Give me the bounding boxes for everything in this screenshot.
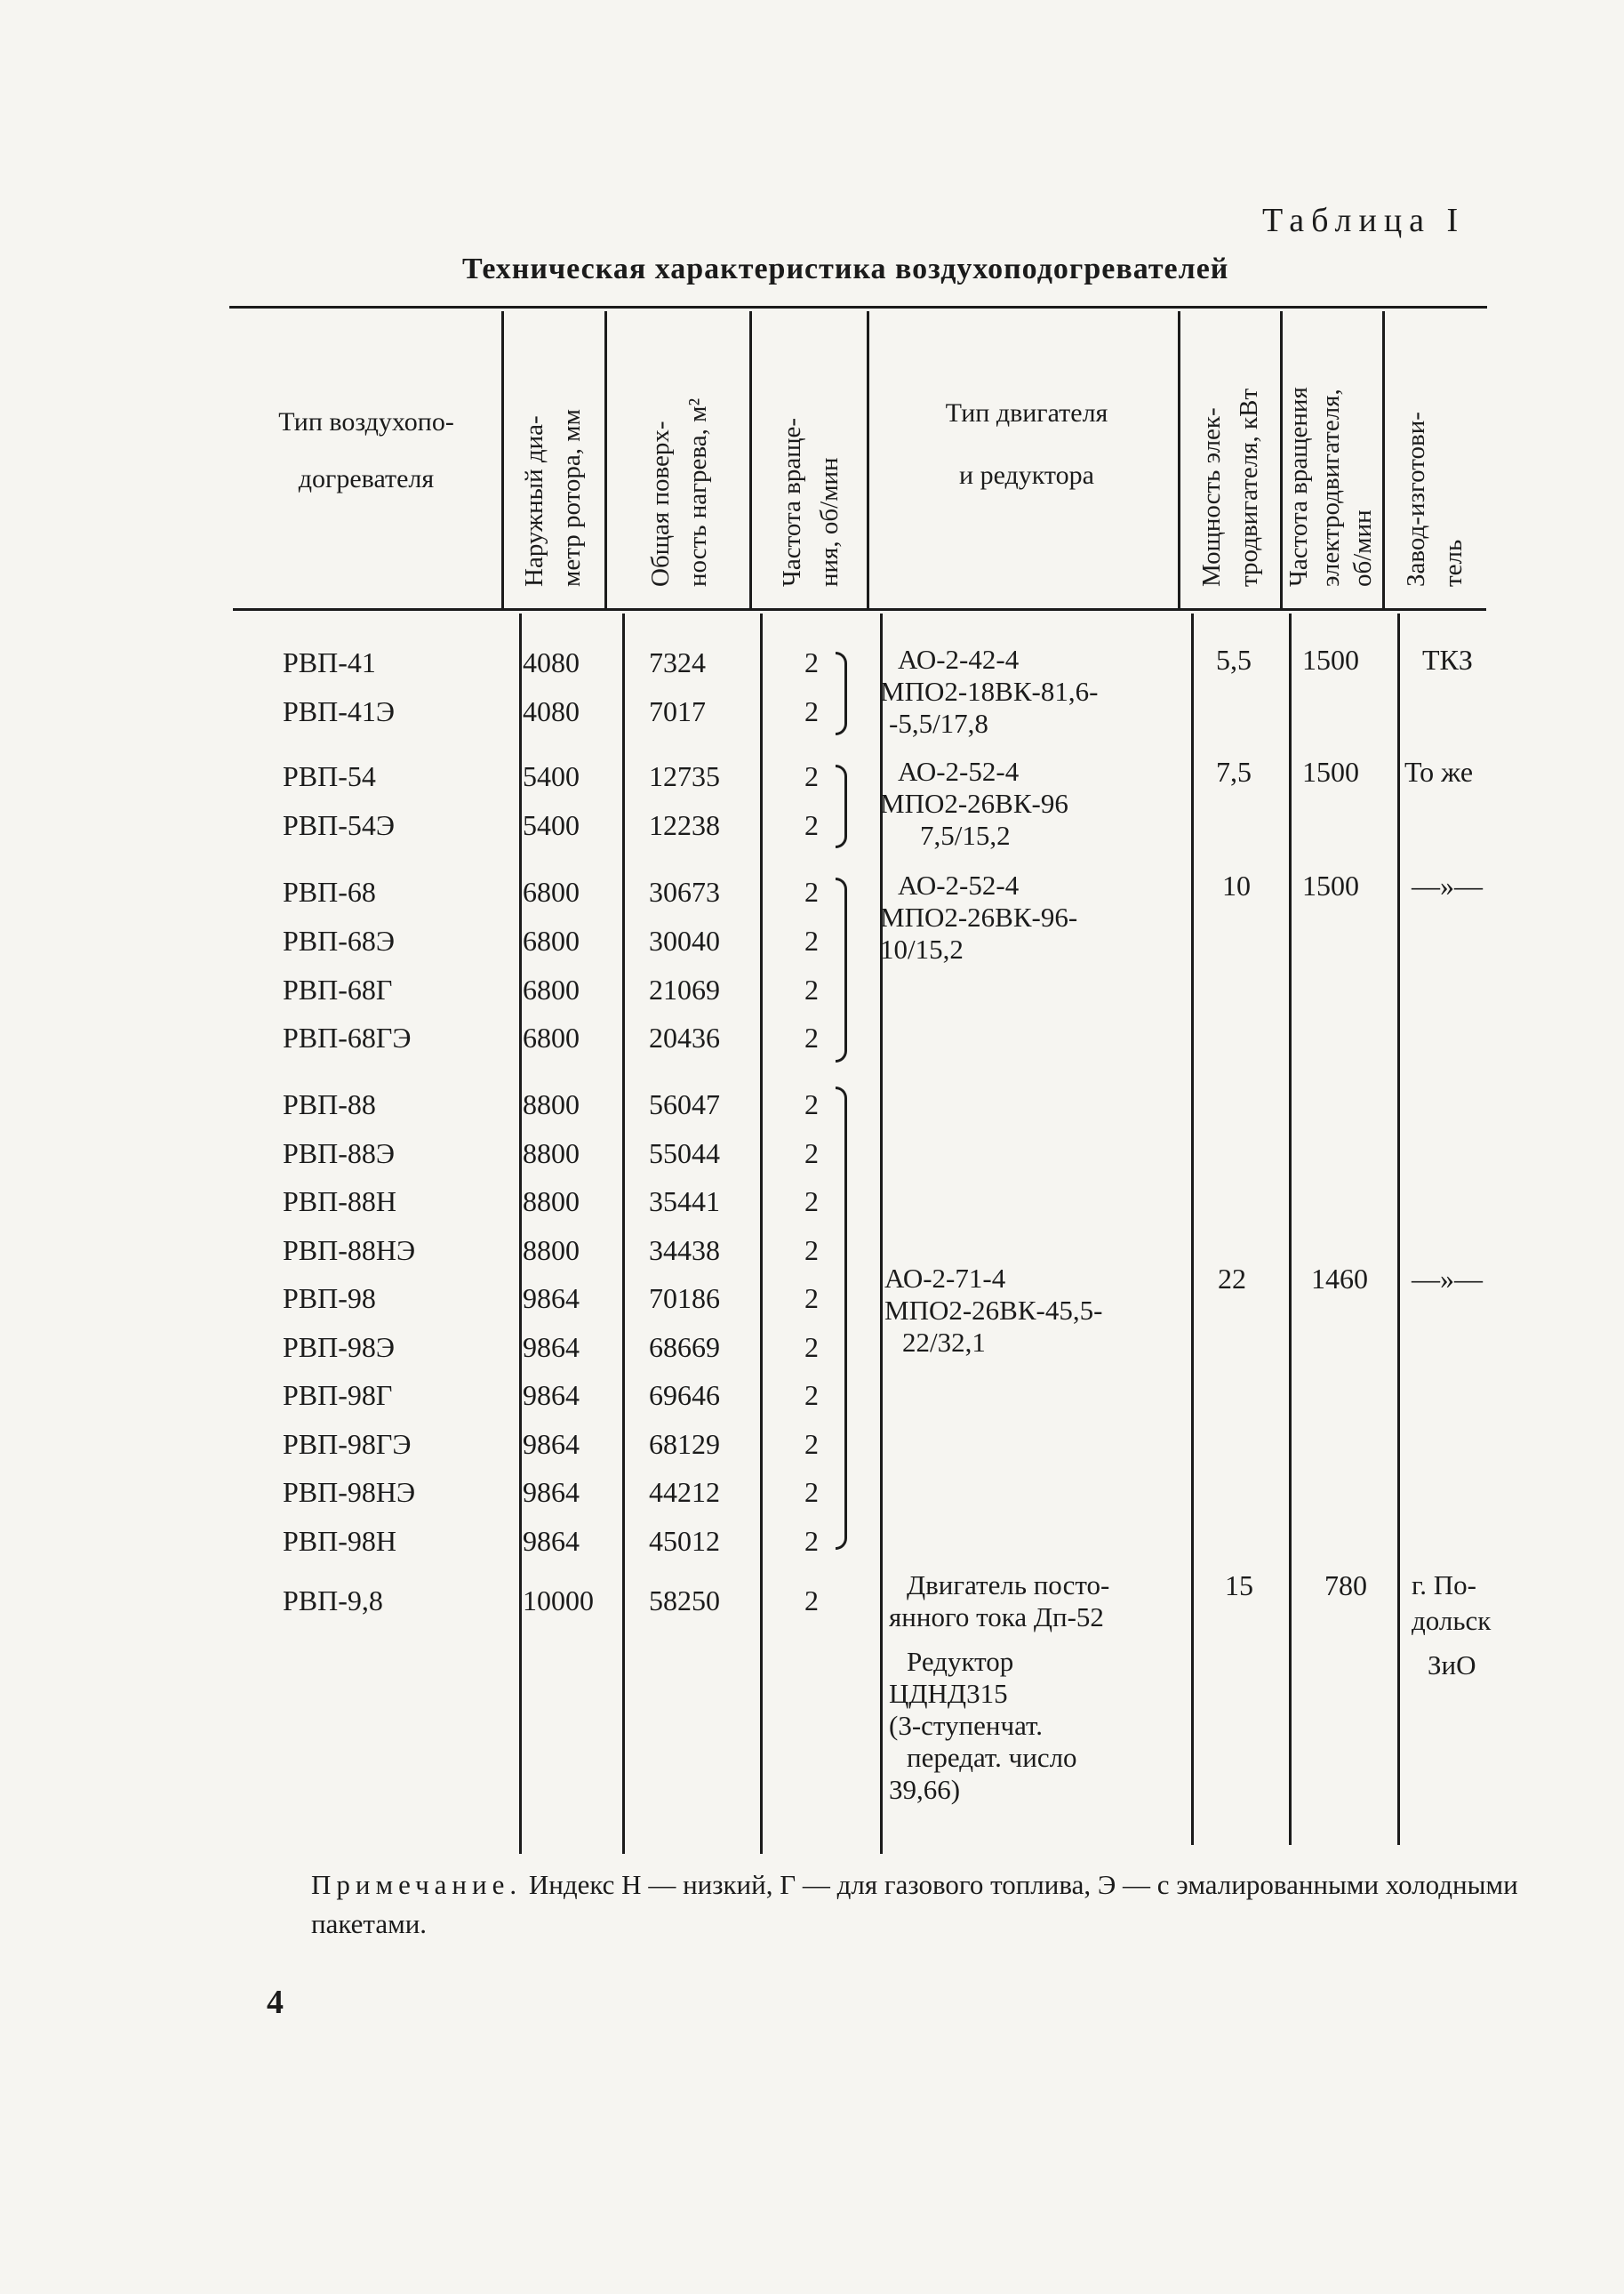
power-value: 15 (1225, 1569, 1253, 1601)
group-brace-1 (836, 652, 847, 735)
header-motor-line-2: и редуктора (959, 461, 1094, 490)
motor-line: Редуктор (907, 1646, 1014, 1677)
cell-rotation: 2 (804, 974, 819, 1006)
cell-surface: 12238 (649, 809, 720, 841)
header-motor-speed-line-1: Частота вращения (1284, 387, 1313, 587)
table-title: Техническая характеристика воздухоподогревателей (462, 253, 1229, 285)
cell-type: РВП-41Э (283, 695, 396, 727)
speed-value: 1500 (1302, 644, 1359, 676)
cell-rotation: 2 (804, 1331, 819, 1363)
col-divider-5 (1178, 311, 1180, 610)
motor-line: 22/32,1 (902, 1327, 986, 1358)
cell-type: РВП-88Э (283, 1137, 396, 1169)
cell-rotation: 2 (804, 1234, 819, 1266)
table-top-rule (229, 306, 1487, 309)
cell-diameter: 9864 (523, 1282, 580, 1314)
motor-line: ЦДНД315 (889, 1678, 1008, 1709)
motor-group-3 (880, 870, 1077, 966)
cell-rotation: 2 (804, 1428, 819, 1460)
motor-line: -5,5/17,8 (889, 708, 988, 739)
body-divider-7 (1397, 614, 1400, 1845)
cell-diameter: 8800 (523, 1137, 580, 1169)
speed-value: 1460 (1311, 1263, 1368, 1295)
motor-line: АО-2-71-4 (884, 1263, 1006, 1294)
cell-type: РВП-54Э (283, 809, 396, 841)
motor-group-5 (889, 1569, 1109, 1806)
power-value: 7,5 (1216, 756, 1252, 788)
header-type (233, 405, 500, 497)
cell-rotation: 2 (804, 1137, 819, 1169)
cell-diameter: 8800 (523, 1088, 580, 1120)
cell-rotation: 2 (804, 695, 819, 727)
header-type-line-2: догревателя (298, 464, 435, 493)
group-brace-3 (836, 878, 847, 1063)
header-diameter (516, 329, 596, 587)
col-divider-2 (604, 311, 607, 610)
maker-line: г. По- (1412, 1569, 1476, 1600)
cell-diameter: 8800 (523, 1185, 580, 1217)
cell-surface: 44212 (649, 1476, 720, 1508)
cell-rotation: 2 (804, 1584, 819, 1616)
motor-line: янного тока Дп-52 (889, 1601, 1104, 1632)
power-value: 22 (1218, 1263, 1246, 1295)
cell-type: РВП-68Э (283, 925, 396, 957)
cell-diameter: 4080 (523, 646, 580, 678)
speed-value: 1500 (1302, 870, 1359, 902)
cell-rotation: 2 (804, 646, 819, 678)
cell-surface: 55044 (649, 1137, 720, 1169)
cell-surface: 58250 (649, 1584, 720, 1616)
cell-type: РВП-88 (283, 1088, 376, 1120)
motor-line: 39,66) (889, 1774, 961, 1805)
header-type-line-1: Тип воздухопо- (278, 407, 454, 437)
cell-diameter: 5400 (523, 760, 580, 792)
cell-type: РВП-68 (283, 876, 376, 908)
cell-surface: 21069 (649, 974, 720, 1006)
header-diameter-line-2: метр ротора, мм (557, 409, 586, 587)
cell-surface: 20436 (649, 1022, 720, 1054)
cell-rotation: 2 (804, 760, 819, 792)
cell-surface: 70186 (649, 1282, 720, 1314)
motor-group-1 (880, 644, 1098, 740)
cell-surface: 12735 (649, 760, 720, 792)
cell-type: РВП-98Э (283, 1331, 396, 1363)
header-diameter-line-1: Наружный диа- (520, 415, 548, 587)
header-maker-line-2: тель (1439, 539, 1468, 587)
body-divider-2 (622, 614, 625, 1854)
header-motor-line-1: Тип двигателя (945, 398, 1108, 428)
note-text: Индекс Н — низкий, Г — для газового топлива, Э — с эмалированными холодными пакетами. (311, 1869, 1518, 1939)
header-surface (642, 329, 722, 587)
cell-diameter: 6800 (523, 925, 580, 957)
cell-diameter: 4080 (523, 695, 580, 727)
cell-diameter: 9864 (523, 1379, 580, 1411)
cell-rotation: 2 (804, 876, 819, 908)
motor-line (889, 1633, 1109, 1646)
header-power (1193, 329, 1273, 587)
cell-type: РВП-98НЭ (283, 1476, 416, 1508)
cell-rotation: 2 (804, 809, 819, 841)
cell-type: РВП-98Г (283, 1379, 393, 1411)
cell-surface: 35441 (649, 1185, 720, 1217)
cell-type: РВП-54 (283, 760, 376, 792)
cell-diameter: 9864 (523, 1428, 580, 1460)
table-number: Таблица I (1262, 202, 1466, 239)
header-rotation-line-1: Частота враще- (778, 417, 806, 587)
header-motor-speed-line-2: электродвигателя, (1316, 389, 1345, 587)
col-divider-4 (867, 311, 869, 610)
cell-type: РВП-98ГЭ (283, 1428, 412, 1460)
motor-line: АО-2-42-4 (898, 644, 1020, 675)
body-divider-1 (519, 614, 522, 1854)
cell-type: РВП-98Н (283, 1525, 397, 1557)
speed-value: 780 (1324, 1569, 1367, 1601)
maker-value: ТКЗ (1422, 644, 1473, 676)
body-divider-5 (1191, 614, 1194, 1845)
maker-line: ЗиО (1428, 1649, 1476, 1680)
cell-surface: 7017 (649, 695, 706, 727)
motor-line: 7,5/15,2 (920, 820, 1011, 851)
col-divider-7 (1382, 311, 1385, 610)
power-value: 10 (1222, 870, 1251, 902)
header-motor-speed-line-3: об/мин (1348, 509, 1377, 587)
cell-type: РВП-41 (283, 646, 376, 678)
cell-surface: 56047 (649, 1088, 720, 1120)
motor-line: АО-2-52-4 (898, 870, 1020, 901)
cell-type: РВП-68ГЭ (283, 1022, 412, 1054)
maker-value: То же (1404, 756, 1474, 788)
maker-line: дольск (1412, 1605, 1492, 1636)
col-divider-1 (501, 311, 504, 610)
cell-surface: 45012 (649, 1525, 720, 1557)
body-divider-6 (1289, 614, 1292, 1845)
cell-type: РВП-88Н (283, 1185, 397, 1217)
cell-rotation: 2 (804, 1282, 819, 1314)
header-surface-line-1: Общая поверх- (646, 421, 675, 587)
cell-surface: 30673 (649, 876, 720, 908)
header-surface-line-2: ность нагрева, м² (684, 397, 712, 587)
motor-line: МПО2-26ВК-96- (880, 902, 1078, 933)
cell-diameter: 8800 (523, 1234, 580, 1266)
cell-diameter: 9864 (523, 1331, 580, 1363)
header-maker (1397, 329, 1477, 587)
cell-rotation: 2 (804, 1525, 819, 1557)
group-brace-4 (836, 1087, 847, 1550)
page-number: 4 (267, 1984, 284, 2021)
cell-rotation: 2 (804, 1022, 819, 1054)
motor-group-2 (880, 756, 1068, 852)
motor-line: Двигатель посто- (907, 1569, 1110, 1600)
cell-rotation: 2 (804, 1088, 819, 1120)
cell-rotation: 2 (804, 1185, 819, 1217)
cell-diameter: 6800 (523, 876, 580, 908)
body-divider-3 (760, 614, 763, 1854)
motor-line: МПО2-18ВК-81,6- (880, 676, 1099, 707)
header-power-line-2: тродвигателя, кВт (1235, 388, 1263, 587)
cell-diameter: 9864 (523, 1525, 580, 1557)
cell-rotation: 2 (804, 1476, 819, 1508)
speed-value: 1500 (1302, 756, 1359, 788)
motor-line: АО-2-52-4 (898, 756, 1020, 787)
cell-type: РВП-98 (283, 1282, 376, 1314)
table-header-rule (233, 608, 1486, 611)
motor-group-4 (884, 1263, 1102, 1359)
cell-type: РВП-9,8 (283, 1584, 383, 1616)
header-rotation-line-2: ния, об/мин (815, 457, 844, 587)
table-note (311, 1865, 1529, 1944)
motor-line: МПО2-26ВК-96 (880, 788, 1068, 819)
header-maker-line-1: Завод-изготови- (1402, 412, 1430, 587)
header-power-line-1: Мощность элек- (1197, 407, 1226, 587)
group-brace-2 (836, 765, 847, 848)
maker-value (1412, 1568, 1491, 1683)
cell-surface: 30040 (649, 925, 720, 957)
cell-type: РВП-88НЭ (283, 1234, 416, 1266)
cell-surface: 68129 (649, 1428, 720, 1460)
cell-diameter: 6800 (523, 1022, 580, 1054)
col-divider-3 (749, 311, 752, 610)
cell-diameter: 10000 (523, 1584, 594, 1616)
cell-diameter: 5400 (523, 809, 580, 841)
cell-diameter: 9864 (523, 1476, 580, 1508)
cell-type: РВП-68Г (283, 974, 393, 1006)
cell-diameter: 6800 (523, 974, 580, 1006)
maker-value: —»— (1412, 1263, 1483, 1295)
motor-line: передат. число (907, 1742, 1077, 1773)
header-rotation (773, 329, 853, 587)
motor-line: (3-ступенчат. (889, 1710, 1043, 1741)
power-value: 5,5 (1216, 644, 1252, 676)
cell-surface: 68669 (649, 1331, 720, 1363)
maker-value: —»— (1412, 870, 1483, 902)
cell-surface: 69646 (649, 1379, 720, 1411)
cell-rotation: 2 (804, 925, 819, 957)
cell-surface: 7324 (649, 646, 706, 678)
motor-line: 10/15,2 (880, 934, 964, 965)
note-label: Примечание. (311, 1869, 523, 1900)
header-motor (876, 396, 1178, 493)
header-motor-speed (1283, 329, 1377, 587)
cell-surface: 34438 (649, 1234, 720, 1266)
motor-line: МПО2-26ВК-45,5- (884, 1295, 1103, 1326)
cell-rotation: 2 (804, 1379, 819, 1411)
